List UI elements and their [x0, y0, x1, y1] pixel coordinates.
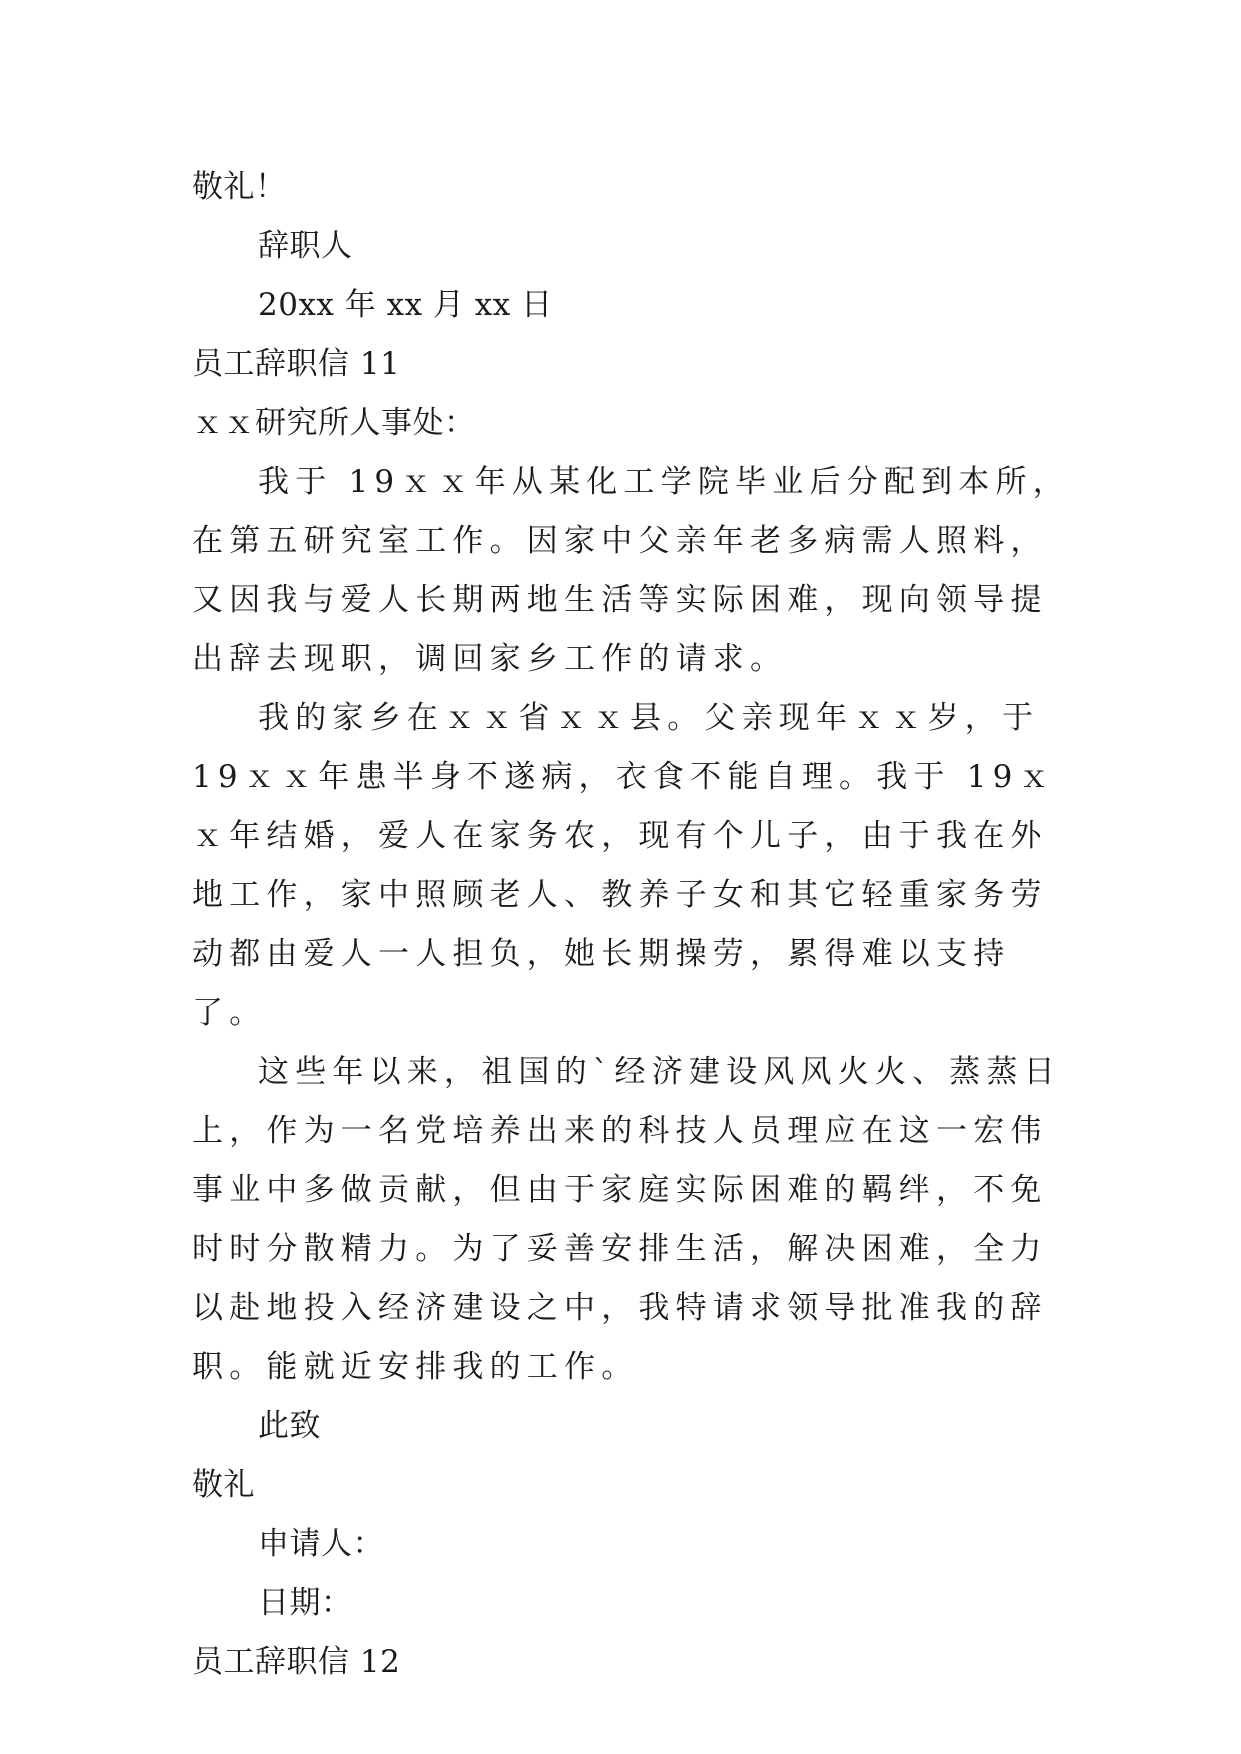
letter-heading: 员工辞职信 11: [192, 346, 401, 382]
date-line: 20xx 年 xx 月 xx 日: [258, 287, 553, 323]
document-body: [192, 158, 1072, 1692]
applicant-line: 申请人：: [258, 1526, 384, 1562]
letter-heading: 员工辞职信 12: [192, 1644, 401, 1680]
date-label-line: 日期：: [258, 1585, 353, 1621]
recipient-line: ｘｘ研究所人事处：: [192, 405, 476, 441]
signer-line: 辞职人: [258, 228, 353, 264]
body-paragraph: 我于 19ｘｘ年从某化工学院毕业后分配到本所，在第五研究室工作。因家中父亲年老多病需人照料，又因我与爱人长期两地生活等实际困难，现向领导提出辞去现职，调回家乡工作的请求。: [192, 464, 1070, 677]
body-paragraph: 我的家乡在ｘｘ省ｘｘ县。父亲现年ｘｘ岁，于 19ｘｘ年患半身不遂病，衣食不能自理。我于 19ｘｘ年结婚，爱人在家务农，现有个儿子，由于我在外地工作，家中照顾老人、教养子女和其它轻重家务劳动都由爱人一人担负，她长期操劳，累得难以支持了。: [192, 700, 1056, 1031]
salute-line: 敬礼！: [192, 169, 287, 205]
closing-line: 此致: [258, 1408, 321, 1444]
body-paragraph: 这些年以来，祖国的`经济建设风风火火、蒸蒸日上，作为一名党培养出来的科技人员理应在这一宏伟事业中多做贡献，但由于家庭实际困难的羁绊，不免时时分散精力。为了妥善安排生活，解决困难，全力以赴地投入经济建设之中，我特请求领导批准我的辞职。能就近安排我的工作。: [192, 1054, 1061, 1385]
salute-line: 敬礼: [192, 1467, 255, 1503]
